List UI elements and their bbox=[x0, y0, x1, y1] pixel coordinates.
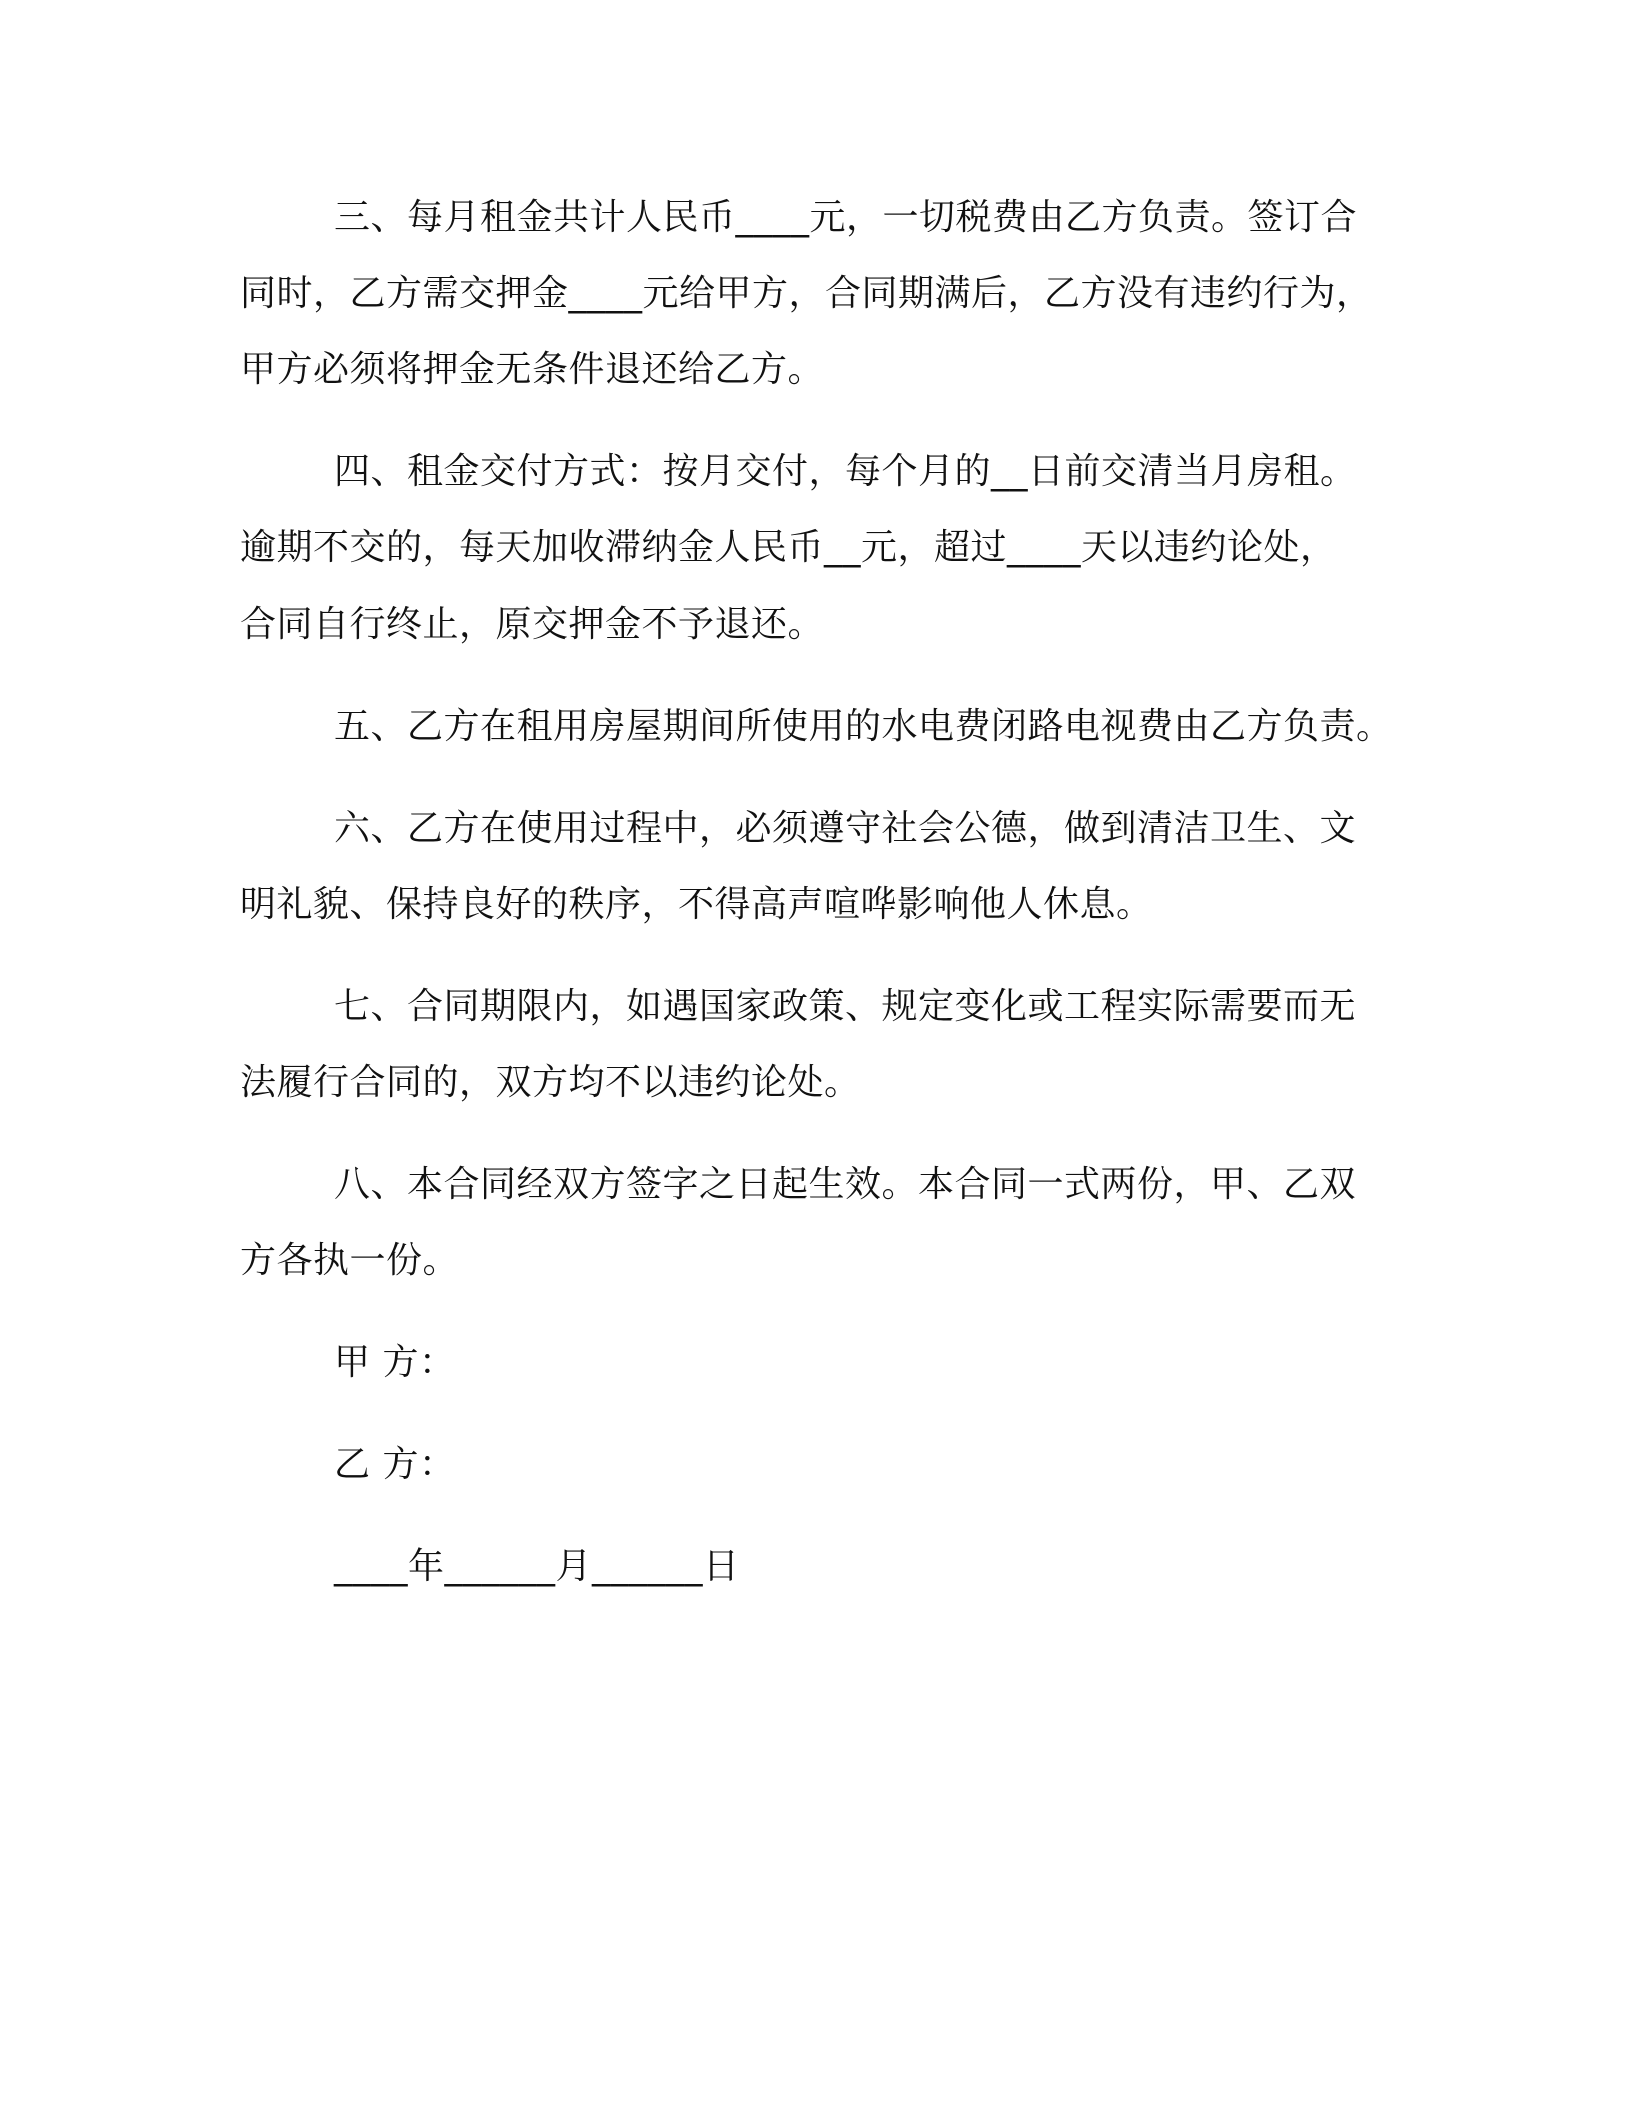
clause-7-line-1: 七、合同期限内，如遇国家政策、规定变化或工程实际需要而无 bbox=[334, 986, 1357, 1027]
clause-8-line-2: 方各执一份。 bbox=[240, 1240, 460, 1281]
clause-7-line-2: 法履行合同的，双方均不以违约论处。 bbox=[240, 1062, 861, 1103]
clause-4-line-1: 四、租金交付方式：按月交付，每个月的__日前交清当月房租。 bbox=[334, 451, 1357, 492]
party-a-signature-label: 甲 方： bbox=[334, 1342, 456, 1383]
clause-5-line-1: 五、乙方在租用房屋期间所使用的水电费闭路电视费由乙方负责。 bbox=[334, 706, 1393, 747]
clause-8-line-1: 八、本合同经双方签字之日起生效。本合同一式两份，甲、乙双 bbox=[334, 1164, 1357, 1205]
signature-date: ____年______月______日 bbox=[334, 1546, 740, 1587]
clause-3-line-2: 同时，乙方需交押金____元给甲方，合同期满后，乙方没有违约行为， bbox=[240, 273, 1373, 314]
clause-6-line-1: 六、乙方在使用过程中，必须遵守社会公德，做到清洁卫生、文 bbox=[334, 808, 1357, 849]
clause-6-line-2: 明礼貌、保持良好的秩序，不得高声喧哗影响他人休息。 bbox=[240, 884, 1153, 925]
clause-4-line-3: 合同自行终止，原交押金不予退还。 bbox=[240, 604, 825, 645]
party-b-signature-label: 乙 方： bbox=[334, 1444, 456, 1485]
clause-3-line-1: 三、每月租金共计人民币____元，一切税费由乙方负责。签订合 bbox=[334, 197, 1358, 238]
clause-3-line-3: 甲方必须将押金无条件退还给乙方。 bbox=[240, 349, 825, 390]
clause-4-line-2: 逾期不交的，每天加收滞纳金人民币__元，超过____天以违约论处， bbox=[240, 527, 1337, 568]
